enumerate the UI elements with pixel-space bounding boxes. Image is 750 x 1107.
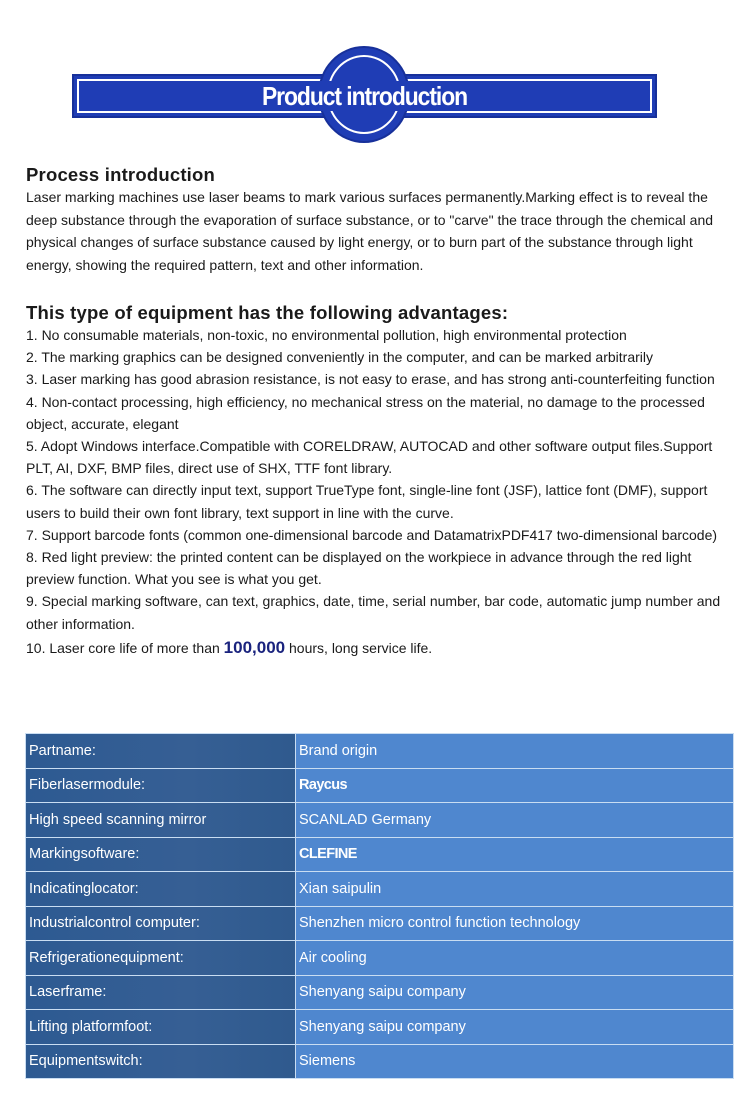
advantages-heading: This type of equipment has the following advantages: bbox=[26, 302, 509, 323]
process-body: Laser marking machines use laser beams to mark various surfaces permanently.Marking effect is to reveal the deep substance through the evaporation of surface substance, or to "carve" the trace through the chemical and physical changes of surface substance caused by light energy, or to burn part of the substance through light energy, showing the required pattern, text and other information. bbox=[26, 189, 714, 273]
part-name-cell: Indicatinglocator: bbox=[26, 872, 296, 907]
advantage-item-10 bbox=[26, 637, 731, 659]
brand-cell: Air cooling bbox=[296, 941, 734, 976]
part-name-cell: Refrigerationequipment: bbox=[26, 941, 296, 976]
brand-cell: Xian saipulin bbox=[296, 872, 734, 907]
table-row bbox=[26, 734, 734, 769]
spec-table bbox=[25, 733, 734, 1079]
table-row bbox=[26, 837, 734, 872]
part-name-cell: High speed scanning mirror bbox=[26, 803, 296, 838]
part-name-cell: Lifting platformfoot: bbox=[26, 1010, 296, 1045]
table-row bbox=[26, 1010, 734, 1045]
table-row bbox=[26, 1044, 734, 1079]
brand-cell: CLEFINE bbox=[296, 837, 734, 872]
table-row bbox=[26, 975, 734, 1010]
table-row bbox=[26, 906, 734, 941]
brand-cell: Shenyang saipu company bbox=[296, 1010, 734, 1045]
table-row bbox=[26, 768, 734, 803]
part-name-cell: Industrialcontrol computer: bbox=[26, 906, 296, 941]
advantage-item: 2. The marking graphics can be designed conveniently in the computer, and can be marked arbitrarily bbox=[26, 349, 653, 366]
brand-cell: Raycus bbox=[296, 768, 734, 803]
part-name-cell: Partname: bbox=[26, 734, 296, 769]
part-name-cell: Laserframe: bbox=[26, 975, 296, 1010]
advantage-item: 8. Red light preview: the printed content can be displayed on the workpiece in advance through the red light preview function. What you see is what you get. bbox=[26, 549, 692, 588]
advantages-list bbox=[26, 324, 731, 659]
advantages-section bbox=[26, 302, 731, 659]
advantage-10-suffix: hours, long service life. bbox=[285, 639, 433, 656]
process-section bbox=[26, 164, 731, 276]
table-row bbox=[26, 941, 734, 976]
part-name-cell: Equipmentswitch: bbox=[26, 1044, 296, 1079]
table-row bbox=[26, 872, 734, 907]
advantage-item: 4. Non-contact processing, high efficiency, no mechanical stress on the material, no damage to the processed object, accurate, elegant bbox=[26, 393, 705, 432]
advantage-item: 3. Laser marking has good abrasion resistance, is not easy to erase, and has strong anti-counterfeiting function bbox=[26, 371, 715, 388]
brand-cell: Shenzhen micro control function technology bbox=[296, 906, 734, 941]
part-name-cell: Fiberlasermodule: bbox=[26, 768, 296, 803]
process-heading: Process introduction bbox=[26, 164, 216, 185]
advantage-item: 7. Support barcode fonts (common one-dimensional barcode and DatamatrixPDF417 two-dimensional barcode) bbox=[26, 526, 718, 543]
part-name-cell: Markingsoftware: bbox=[26, 837, 296, 872]
table-row bbox=[26, 803, 734, 838]
advantage-item: 6. The software can directly input text, support TrueType font, single-line font (JSF), lattice font (DMF), support users to build their own font library, text support in line with the curve. bbox=[26, 482, 708, 521]
brand-cell: Siemens bbox=[296, 1044, 734, 1079]
banner-title: Product introduction bbox=[261, 81, 468, 111]
advantage-item: 1. No consumable materials, non-toxic, no environmental pollution, high environmental protection bbox=[26, 327, 627, 343]
advantage-10-prefix: 10. Laser core life of more than bbox=[26, 639, 224, 656]
service-life-hours: 100,000 bbox=[223, 637, 286, 657]
advantage-item: 9. Special marking software, can text, graphics, date, time, serial number, bar code, automatic jump number and other information. bbox=[26, 593, 721, 632]
product-introduction-banner bbox=[0, 0, 750, 160]
advantage-item: 5. Adopt Windows interface.Compatible with CORELDRAW, AUTOCAD and other software output files.Support PLT, AI, DXF, BMP files, direct use of SHX, TTF font library. bbox=[26, 438, 713, 477]
brand-cell: SCANLAD Germany bbox=[296, 803, 734, 838]
brand-cell: Shenyang saipu company bbox=[296, 975, 734, 1010]
brand-cell: Brand origin bbox=[296, 734, 734, 769]
